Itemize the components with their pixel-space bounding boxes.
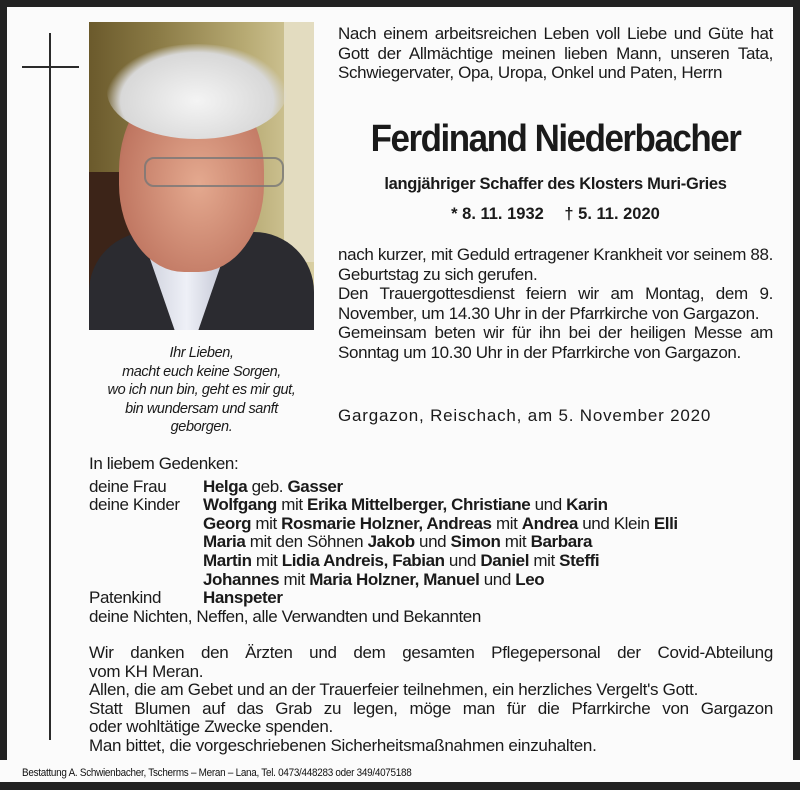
verse-line: bin wundersam und sanft — [125, 400, 278, 417]
thanks-line: oder wohltätige Zwecke spenden. — [89, 717, 333, 737]
name: Elli — [653, 513, 678, 533]
name: Maria — [203, 532, 246, 552]
name: Maria Holzner, Manuel — [309, 569, 480, 589]
name: Lidia Andreis, Fabian — [281, 550, 445, 570]
family-heading: In liebem Gedenken: — [89, 454, 239, 473]
thanks-line: Man bittet, die vorgeschriebenen Sicherheitsmaßnahmen einzuhalten. — [89, 735, 597, 755]
life-dates — [338, 205, 773, 224]
cross-icon — [49, 33, 51, 740]
name: Georg — [203, 513, 252, 533]
text: mit — [276, 495, 308, 515]
children-row — [89, 496, 678, 589]
relatives-line: deine Nichten, Neffen, alle Verwandten und Bekannten — [89, 606, 481, 626]
deceased-role: langjähriger Schaffer des Klosters Muri-Gries — [384, 175, 727, 193]
child-line — [203, 533, 678, 552]
child-line — [203, 552, 678, 571]
text: mit — [279, 569, 310, 589]
text: mit — [491, 513, 522, 533]
verse-line: wo ich nun bin, geht es mir gut, — [107, 382, 296, 398]
name: Andrea — [521, 513, 578, 533]
text: mit den Söhnen — [245, 532, 368, 552]
name: Jakob — [367, 532, 415, 552]
name: Johannes — [203, 569, 280, 589]
funeral-home-footer: Bestattung A. Schwienbacher, Tscherms – Meran – Lana, Tel. 0473/448283 oder 349/4075188 — [22, 767, 412, 779]
row-label: Patenkind — [89, 588, 162, 608]
family-list — [89, 455, 678, 626]
name: Helga — [203, 476, 248, 496]
child-line — [203, 496, 678, 515]
godchild-row — [89, 589, 678, 608]
text: und — [444, 550, 481, 570]
thanks-text — [89, 644, 773, 756]
text: mit — [500, 532, 531, 552]
thanks-line: Statt Blumen auf das Grab zu legen, möge man für die Pfarrkirche von Gargazon — [89, 698, 773, 718]
name: Daniel — [480, 550, 530, 570]
death-date: † 5. 11. 2020 — [564, 205, 660, 223]
thanks-line: Allen, die am Gebet und an der Trauerfeier teilnehmen, ein herzliches Vergelt's Gott. — [89, 680, 698, 700]
row-label: deine Kinder — [89, 495, 180, 515]
deceased-name: Ferdinand Niederbacher — [370, 118, 741, 160]
text: mit — [251, 513, 282, 533]
name: Simon — [450, 532, 501, 552]
verse-line: macht euch keine Sorgen, — [122, 363, 281, 380]
child-line — [203, 515, 678, 534]
text: mit — [251, 550, 282, 570]
name: Martin — [203, 550, 252, 570]
wife-row — [89, 478, 678, 497]
place-date: Gargazon, Reischach, am 5. November 2020 — [338, 406, 712, 425]
verse-line: geborgen. — [170, 419, 233, 435]
name: Steffi — [559, 550, 600, 570]
text: mit — [529, 550, 560, 570]
intro-text: Nach einem arbeitsreichen Leben voll Liebe und Güte hat Gott der Allmächtige meinen lieben Mann, unseren Tata, Schwiegervater, Opa, Uropa, Onkel und Paten, Herrn — [338, 24, 773, 83]
text: und Klein — [577, 513, 654, 533]
details-paragraph: Den Trauergottesdienst feiern wir am Montag, dem 9. November, um 14.30 Uhr in der Pfarrkirche von Gargazon. — [338, 284, 773, 323]
name: Karin — [566, 495, 608, 515]
name: Gasser — [287, 476, 343, 496]
text: geb. — [247, 476, 288, 496]
text: und — [530, 495, 567, 515]
verse — [89, 344, 314, 437]
name: Hanspeter — [203, 588, 283, 608]
row-label: deine Frau — [89, 476, 167, 496]
name: Leo — [515, 569, 545, 589]
child-line — [203, 571, 678, 590]
name: Barbara — [530, 532, 593, 552]
portrait-photo — [89, 22, 314, 330]
details-text — [338, 245, 773, 363]
thanks-line: vom KH Meran. — [89, 661, 204, 681]
frame-bottom — [0, 782, 800, 790]
name: Wolfgang — [203, 495, 277, 515]
text: und — [414, 532, 451, 552]
name: Rosmarie Holzner, Andreas — [281, 513, 492, 533]
text: und — [479, 569, 516, 589]
details-paragraph: Gemeinsam beten wir für ihn bei der heiligen Messe am Sonntag um 10.30 Uhr in der Pfarrkirche von Gargazon. — [338, 323, 773, 362]
name: Erika Mittelberger, Christiane — [307, 495, 531, 515]
cross-icon-bar — [22, 66, 79, 68]
birth-date: * 8. 11. 1932 — [451, 205, 544, 223]
thanks-line: Wir danken den Ärzten und dem gesamten Pflegepersonal der Covid-Abteilung — [89, 643, 773, 662]
children-lines — [203, 496, 678, 589]
details-paragraph: nach kurzer, mit Geduld ertragener Krankheit vor seinem 88. Geburtstag zu sich gerufen. — [338, 245, 773, 284]
verse-line: Ihr Lieben, — [169, 345, 234, 361]
